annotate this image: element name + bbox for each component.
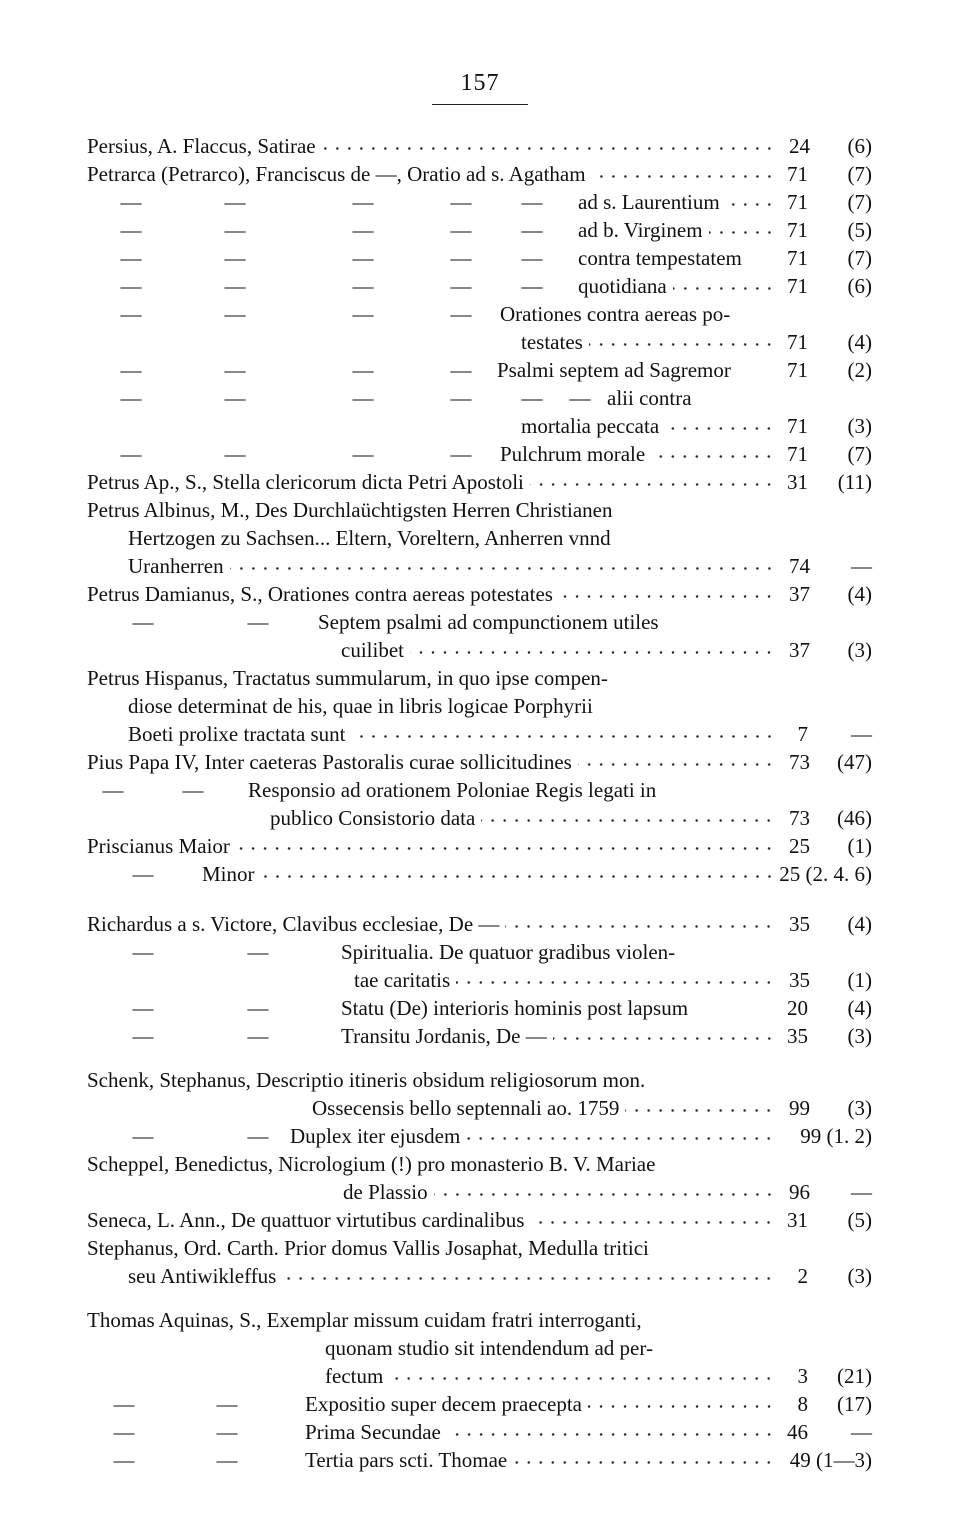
ditto-mark: — xyxy=(450,358,472,382)
index-entry xyxy=(0,1178,960,1206)
page-ref: 7 xyxy=(797,722,808,746)
ditto-mark: — xyxy=(132,1124,154,1148)
item-number: (5) xyxy=(847,218,872,242)
page-ref: 2 xyxy=(797,1264,808,1288)
index-entry xyxy=(0,384,960,412)
item-number: (3) xyxy=(847,1264,872,1288)
item-number: (3) xyxy=(847,1024,872,1048)
page-ref: 71 xyxy=(787,162,808,186)
item-number: — xyxy=(851,554,872,578)
page-ref: 37 xyxy=(789,638,810,662)
page-ref: 3 xyxy=(797,1364,808,1388)
item-number: (6) xyxy=(847,134,872,158)
item-number: (21) xyxy=(837,1364,872,1388)
entry-title: contra tempestatem xyxy=(578,246,742,270)
index-entry xyxy=(0,160,960,188)
entry-text: quotidiana xyxy=(578,274,667,298)
ditto-mark: — xyxy=(352,218,374,242)
item-number: (47) xyxy=(837,750,872,774)
item-number: (5) xyxy=(847,1208,872,1232)
ditto-mark: — xyxy=(132,940,154,964)
ditto-mark: — xyxy=(120,302,142,326)
index-entry xyxy=(0,244,960,272)
page-ref: 31 xyxy=(787,470,808,494)
index-entry xyxy=(0,1150,960,1178)
index-entry xyxy=(0,1390,960,1418)
ditto-mark: — xyxy=(450,190,472,214)
entry-title: diose determinat de his, quae in libris logicae Porphyrii xyxy=(128,694,593,718)
ditto-mark: — xyxy=(120,274,142,298)
entry-text: Prima Secundae xyxy=(305,1420,441,1444)
entry-title: Petrus Albinus, M., Des Durchlaüchtigsten Herren Christianen xyxy=(87,498,613,522)
entry-text: Minor xyxy=(202,862,255,886)
index-entry xyxy=(0,216,960,244)
page-ref: 74 xyxy=(789,554,810,578)
entry-text: Petrus Damianus, S., Orationes contra aereas potestates xyxy=(87,582,553,606)
item-number: (7) xyxy=(847,162,872,186)
entry-text: Seneca, L. Ann., De quattuor virtutibus cardinalibus xyxy=(87,1208,525,1232)
page-ref: 35 xyxy=(787,1024,808,1048)
ditto-mark: — xyxy=(120,386,142,410)
ditto-mark: — xyxy=(120,358,142,382)
index-entry xyxy=(0,580,960,608)
page-ref: 71 xyxy=(787,274,808,298)
page-ref: 24 xyxy=(789,134,810,158)
entry-title: Responsio ad orationem Poloniae Regis legati in xyxy=(248,778,657,802)
entry-text: Uranherren xyxy=(128,554,224,578)
ditto-mark: — xyxy=(521,190,543,214)
entry-text: mortalia peccata xyxy=(521,414,660,438)
entry-text: seu Antiwikleffus xyxy=(128,1264,277,1288)
ditto-mark: — xyxy=(224,442,246,466)
entry-text: Expositio super decem praecepta xyxy=(305,1392,582,1416)
ditto-mark: — xyxy=(569,386,591,410)
ditto-mark: — xyxy=(247,610,269,634)
item-number: (46) xyxy=(837,806,872,830)
page-ref: 71 xyxy=(787,414,808,438)
entry-text: Priscianus Maior xyxy=(87,834,230,858)
item-number: — xyxy=(851,1420,872,1444)
ditto-mark: — xyxy=(132,862,154,886)
ditto-mark: — xyxy=(450,442,472,466)
ditto-mark: — xyxy=(450,386,472,410)
ditto-mark: — xyxy=(120,190,142,214)
ditto-mark: — xyxy=(521,386,543,410)
ditto-mark: — xyxy=(120,246,142,270)
ditto-mark: — xyxy=(224,190,246,214)
entry-title: Hertzogen zu Sachsen... Eltern, Voreltern, Anherren vnnd xyxy=(128,526,611,550)
entry-text: Duplex iter ejusdem xyxy=(290,1124,461,1148)
entry-title: quonam studio sit intendendum ad per- xyxy=(325,1336,653,1360)
entry-title: Spiritualia. De quatuor gradibus violen- xyxy=(341,940,676,964)
entry-title: Thomas Aquinas, S., Exemplar missum cuidam fratri interroganti, xyxy=(87,1308,642,1332)
index-entry xyxy=(0,1446,960,1474)
ditto-mark: — xyxy=(102,778,124,802)
item-number: — xyxy=(851,1180,872,1204)
page-ref: 46 xyxy=(787,1420,808,1444)
entry-text: Transitu Jordanis, De — xyxy=(341,1024,547,1048)
index-entry xyxy=(0,1206,960,1234)
ditto-mark: — xyxy=(450,246,472,270)
page-ref: 71 xyxy=(787,246,808,270)
entry-title: alii contra xyxy=(607,386,692,410)
index-entry xyxy=(0,1066,960,1094)
item-number: (7) xyxy=(847,442,872,466)
ditto-mark: — xyxy=(120,218,142,242)
entry-text: ad s. Laurentium xyxy=(578,190,720,214)
ditto-mark: — xyxy=(216,1392,238,1416)
entry-title: Schenk, Stephanus, Descriptio itineris obsidum religiosorum mon. xyxy=(87,1068,646,1092)
ditto-mark: — xyxy=(224,358,246,382)
item-number: — xyxy=(851,722,872,746)
item-number: 25 (2. 4. 6) xyxy=(779,862,872,886)
item-number: 49 (1—3) xyxy=(789,1448,872,1472)
ditto-mark: — xyxy=(247,1024,269,1048)
ditto-mark: — xyxy=(247,940,269,964)
index-entry xyxy=(0,1334,960,1362)
ditto-mark: — xyxy=(450,218,472,242)
ditto-mark: — xyxy=(352,442,374,466)
page-ref: 96 xyxy=(789,1180,810,1204)
ditto-mark: — xyxy=(182,778,204,802)
ditto-mark: — xyxy=(113,1392,135,1416)
entry-text: ad b. Virginem xyxy=(578,218,703,242)
page-ref: 71 xyxy=(787,358,808,382)
page-ref: 73 xyxy=(789,750,810,774)
entry-text: Petrus Ap., S., Stella clericorum dicta Petri Apostoli xyxy=(87,470,524,494)
index-entry xyxy=(0,300,960,328)
entry-text: Richardus a s. Victore, Clavibus ecclesiae, De — xyxy=(87,912,500,936)
index-entry xyxy=(0,1094,960,1122)
index-entry xyxy=(0,1418,960,1446)
page-ref: 31 xyxy=(787,1208,808,1232)
index-entry xyxy=(0,132,960,160)
entry-text: testates xyxy=(521,330,583,354)
ditto-mark: — xyxy=(352,190,374,214)
index-entry xyxy=(0,272,960,300)
ditto-mark: — xyxy=(352,386,374,410)
entry-text: Tertia pars scti. Thomae xyxy=(305,1448,508,1472)
ditto-mark: — xyxy=(521,274,543,298)
page-ref: 35 xyxy=(789,912,810,936)
item-number: (4) xyxy=(847,330,872,354)
index-entry xyxy=(0,328,960,356)
ditto-mark: — xyxy=(113,1420,135,1444)
entry-text: Boeti prolixe tractata sunt xyxy=(128,722,346,746)
item-number: (4) xyxy=(847,912,872,936)
entry-text: Persius, A. Flaccus, Satirae xyxy=(87,134,316,158)
index-entry xyxy=(0,412,960,440)
item-number: (7) xyxy=(847,190,872,214)
ditto-mark: — xyxy=(224,246,246,270)
ditto-mark: — xyxy=(120,442,142,466)
entry-text: Pius Papa IV, Inter caeteras Pastoralis curae sollicitudines xyxy=(87,750,572,774)
ditto-mark: — xyxy=(352,302,374,326)
index-entry xyxy=(0,966,960,994)
item-number: (1) xyxy=(847,968,872,992)
index-entry xyxy=(0,938,960,966)
index-entry xyxy=(0,720,960,748)
index-entry xyxy=(0,1262,960,1290)
ditto-mark: — xyxy=(224,218,246,242)
ditto-mark: — xyxy=(224,302,246,326)
entry-text: de Plassio xyxy=(343,1180,428,1204)
entry-title: Stephanus, Ord. Carth. Prior domus Vallis Josaphat, Medulla tritici xyxy=(87,1236,649,1260)
index-entry xyxy=(0,496,960,524)
page-ref: 25 xyxy=(789,834,810,858)
page-ref: 8 xyxy=(797,1392,808,1416)
item-number: (3) xyxy=(847,638,872,662)
index-entry xyxy=(0,804,960,832)
entry-text: fectum xyxy=(325,1364,384,1388)
index-entry xyxy=(0,468,960,496)
ditto-mark: — xyxy=(113,1448,135,1472)
ditto-mark: — xyxy=(247,996,269,1020)
item-number: (4) xyxy=(847,996,872,1020)
item-number: (1) xyxy=(847,834,872,858)
page-ref: 71 xyxy=(787,218,808,242)
ditto-mark: — xyxy=(450,274,472,298)
ditto-mark: — xyxy=(224,274,246,298)
item-number: 99 (1. 2) xyxy=(800,1124,872,1148)
ditto-mark: — xyxy=(132,1024,154,1048)
index-entry xyxy=(0,664,960,692)
index-entry xyxy=(0,1362,960,1390)
item-number: (3) xyxy=(847,414,872,438)
index-entry xyxy=(0,910,960,938)
index-entry xyxy=(0,552,960,580)
ditto-mark: — xyxy=(216,1448,238,1472)
entry-title: Scheppel, Benedictus, Nicrologium (!) pro monasterio B. V. Mariae xyxy=(87,1152,656,1176)
index-entry xyxy=(0,1234,960,1262)
index-entry xyxy=(0,994,960,1022)
index-entry xyxy=(0,188,960,216)
ditto-mark: — xyxy=(132,610,154,634)
ditto-mark: — xyxy=(132,996,154,1020)
entry-title: Petrus Hispanus, Tractatus summularum, in quo ipse compen- xyxy=(87,666,608,690)
index-entry xyxy=(0,1306,960,1334)
index-entry xyxy=(0,608,960,636)
item-number: (3) xyxy=(847,1096,872,1120)
entry-text: tae caritatis xyxy=(354,968,451,992)
page-ref: 71 xyxy=(787,330,808,354)
entry-text: Ossecensis bello septennali ao. 1759 xyxy=(312,1096,620,1120)
index-entry xyxy=(0,776,960,804)
index-entry xyxy=(0,860,960,888)
item-number: (11) xyxy=(837,470,872,494)
ditto-mark: — xyxy=(352,274,374,298)
entry-text: Petrarca (Petrarco), Franciscus de —, Oratio ad s. Agatham xyxy=(87,162,586,186)
ditto-mark: — xyxy=(450,302,472,326)
index-entry xyxy=(0,692,960,720)
page-ref: 35 xyxy=(789,968,810,992)
ditto-mark: — xyxy=(224,386,246,410)
entry-text: publico Consistorio data xyxy=(270,806,476,830)
ditto-mark: — xyxy=(521,218,543,242)
page-ref: 71 xyxy=(787,442,808,466)
page-ref: 37 xyxy=(789,582,810,606)
ditto-mark: — xyxy=(521,246,543,270)
item-number: (7) xyxy=(847,246,872,270)
index-entry xyxy=(0,1022,960,1050)
page-number: 157 xyxy=(460,70,500,96)
page-ref: 71 xyxy=(787,190,808,214)
index-entry xyxy=(0,1122,960,1150)
index-entry xyxy=(0,636,960,664)
entry-title: Septem psalmi ad compunctionem utiles xyxy=(318,610,659,634)
ditto-mark: — xyxy=(247,1124,269,1148)
entry-title: Psalmi septem ad Sagremor xyxy=(497,358,731,382)
entry-title: Orationes contra aereas po- xyxy=(500,302,731,326)
index-entry xyxy=(0,356,960,384)
entry-title: Statu (De) interioris hominis post lapsum xyxy=(341,996,689,1020)
ditto-mark: — xyxy=(216,1420,238,1444)
page-ref: 20 xyxy=(787,996,808,1020)
item-number: (2) xyxy=(847,358,872,382)
item-number: (17) xyxy=(837,1392,872,1416)
item-number: (6) xyxy=(847,274,872,298)
ditto-mark: — xyxy=(352,358,374,382)
page-ref: 73 xyxy=(789,806,810,830)
entry-text: Pulchrum morale xyxy=(500,442,646,466)
ditto-mark: — xyxy=(352,246,374,270)
index-entry xyxy=(0,748,960,776)
index-entry xyxy=(0,832,960,860)
item-number: (4) xyxy=(847,582,872,606)
index-entry xyxy=(0,440,960,468)
entry-text: cuilibet xyxy=(341,638,404,662)
index-entry xyxy=(0,524,960,552)
page-ref: 99 xyxy=(789,1096,810,1120)
